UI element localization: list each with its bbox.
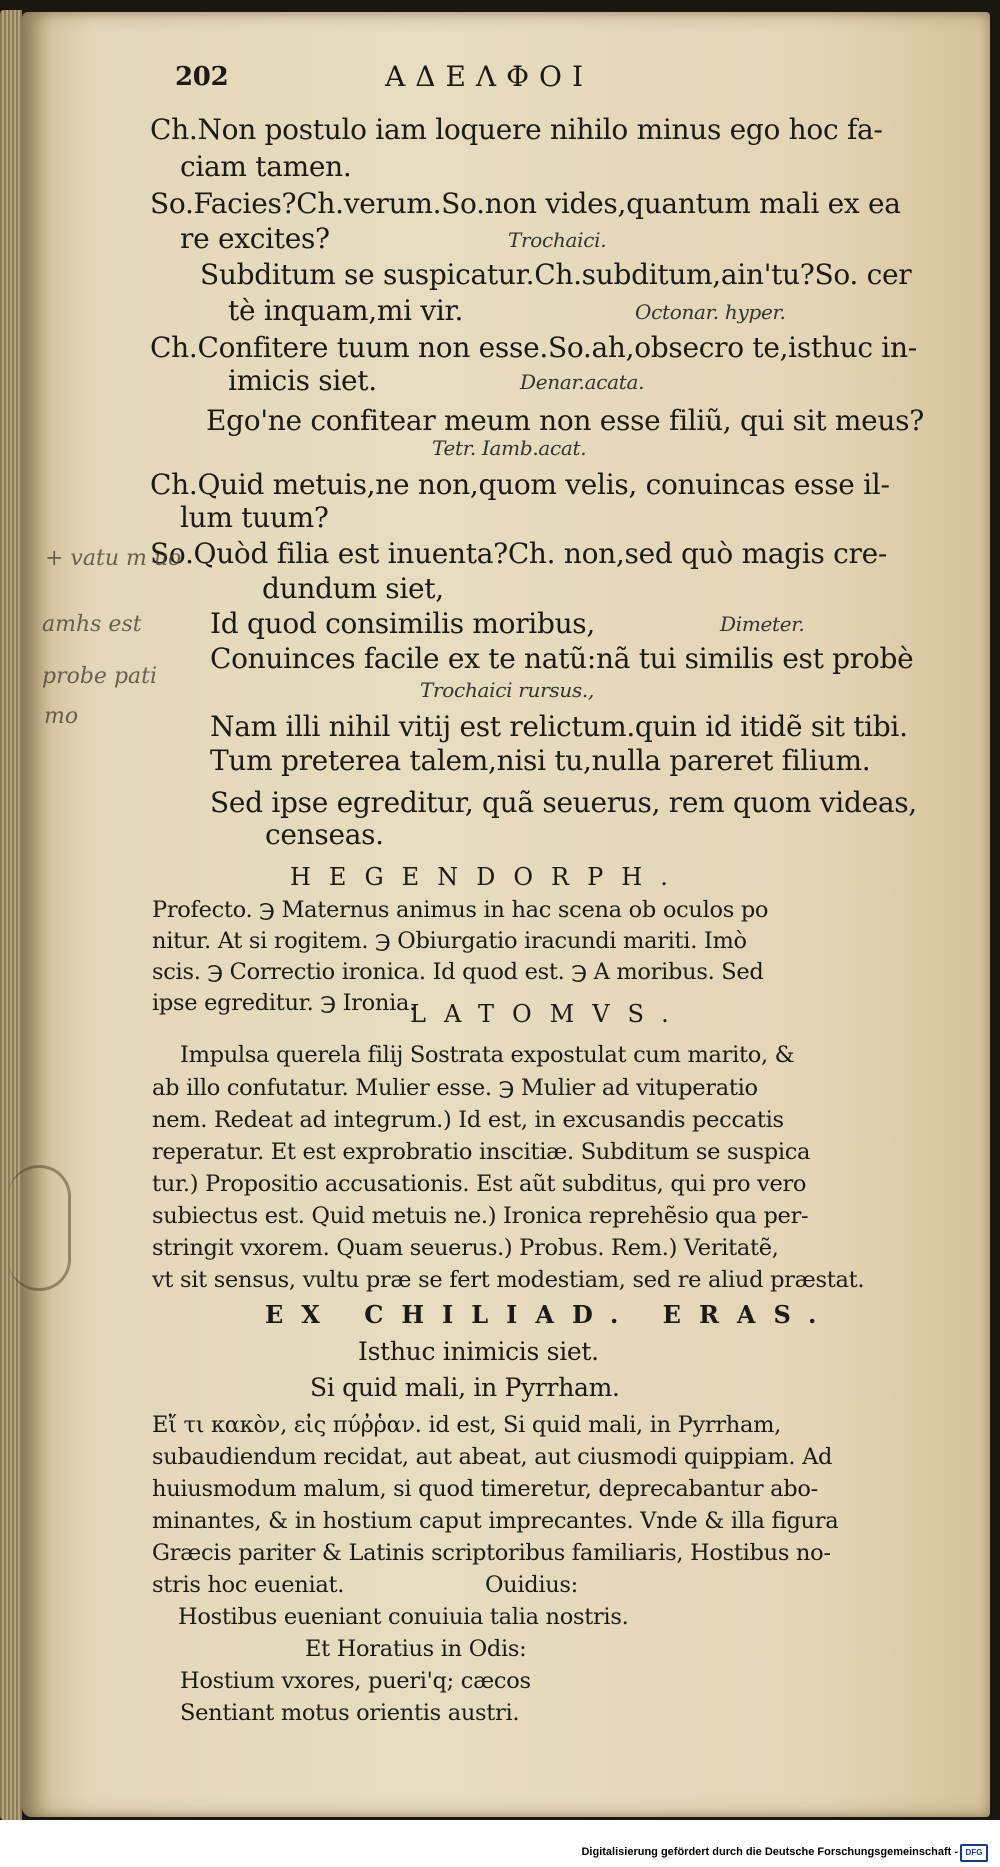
footer-bar	[0, 1820, 1000, 1867]
commentary-line: minantes, & in hostium caput imprecantes. Vnde & illa figura	[152, 1508, 839, 1534]
verse-line: Id quod consimilis moribus,	[210, 607, 595, 640]
commentary-line: reperatur. Et est exprobratio inscitiæ. Subditum se suspica	[152, 1139, 811, 1165]
commentary-line: subiectus est. Quid metuis ne.) Ironica reprehẽsio qua per-	[152, 1203, 809, 1229]
verse-line: Nam illi nihil vitij est relictum.quin id itidẽ sit tibi.	[210, 710, 908, 743]
running-title: ΑΔΕΛΦΟΙ	[385, 60, 594, 93]
verse-line: Tum preterea talem,nisi tu,nulla pareret filium.	[210, 744, 871, 777]
verse-line: Ch.Non postulo iam loquere nihilo minus ego hoc fa-	[150, 113, 883, 146]
section-heading: HEGENDORPH.	[290, 863, 686, 891]
commentary-line: tur.) Propositio accusationis. Est aũt subditus, qui pro vero	[152, 1171, 807, 1197]
commentary-line: Impulsa querela filij Sostrata expostulat cum marito, &	[180, 1042, 795, 1068]
meter-label: Dimeter.	[720, 612, 805, 636]
marginal-note: amhs est	[42, 612, 142, 637]
quotation-line: Sentiant motus orientis austri.	[180, 1700, 520, 1726]
marginal-note: mo	[44, 704, 79, 729]
commentary-line: vt sit sensus, vultu præ se fert modestiam, sed re aliud præstat.	[152, 1267, 865, 1293]
commentary-line: nitur. At si rogitem. ℈ Obiurgatio iracundi mariti. Imò	[152, 928, 747, 954]
section-heading: LATOMVS.	[410, 1000, 687, 1028]
citation-author: Et Horatius in Odis:	[305, 1636, 527, 1662]
verse-line: lum tuum?	[180, 501, 329, 534]
verse-line: Conuinces facile ex te natũ:nã tui similis est probè	[210, 642, 914, 675]
verse-line: imicis siet.	[228, 364, 377, 397]
verse-line: So.Facies?Ch.verum.So.non vides,quantum mali ex ea	[150, 187, 901, 220]
verse-line: Sed ipse egreditur, quã seuerus, rem quom videas,	[210, 786, 917, 819]
citation-author: Ouidius:	[485, 1572, 578, 1598]
commentary-line: stris hoc eueniat.	[152, 1572, 345, 1598]
meter-label: Trochaici.	[508, 228, 607, 252]
verse-line: tè inquam,mi vir.	[228, 294, 464, 327]
commentary-line: ab illo confutatur. Mulier esse. ℈ Mulier ad vituperatio	[152, 1075, 758, 1101]
adage-title: Si quid mali, in Pyrrham.	[310, 1373, 620, 1402]
verse-line: Ego'ne confitear meum non esse filiũ, qui sit meus?	[206, 404, 924, 437]
meter-label: Tetr. Iamb.acat.	[432, 436, 587, 460]
commentary-line: subaudiendum recidat, aut abeat, aut ciusmodi quippiam. Ad	[152, 1444, 833, 1470]
verse-line: Ch.Confitere tuum non esse.So.ah,obsecro te,isthuc in-	[150, 331, 917, 364]
verse-line: So.Quòd filia est inuenta?Ch. non,sed quò magis cre-	[150, 537, 888, 570]
commentary-line: Græcis pariter & Latinis scriptoribus familiaris, Hostibus no-	[152, 1540, 831, 1566]
commentary-line: stringit vxorem. Quam seuerus.) Probus. Rem.) Veritatẽ,	[152, 1235, 779, 1261]
verse-line: Subditum se suspicatur.Ch.subditum,ain'tu?So. cer	[200, 258, 912, 291]
verse-line: censeas.	[265, 818, 384, 851]
digitization-credit: Digitalisierung gefördert durch die Deutsche Forschungsgemeinschaft -	[581, 1846, 958, 1858]
commentary-line: scis. ℈ Correctio ironica. Id quod est. ℈ A moribus. Sed	[152, 959, 764, 985]
page-number: 202	[175, 62, 229, 92]
dfg-logo-icon: DFG	[960, 1844, 988, 1862]
verse-line: re excites?	[180, 222, 330, 255]
commentary-line: Profecto. ℈ Maternus animus in hac scena ob oculos po	[152, 897, 769, 923]
marginal-note: + vatu m uo	[45, 546, 182, 571]
verse-line: dundum siet,	[262, 572, 444, 605]
meter-label: Octonar. hyper.	[635, 300, 786, 324]
section-heading: EX CHILIAD. ERAS.	[265, 1300, 835, 1329]
verse-line: Ch.Quid metuis,ne non,quom velis, conuincas esse il-	[150, 468, 890, 501]
meter-label: Denar.acata.	[520, 370, 645, 394]
commentary-line: Εἴ τι κακὸν, εἰς πύῤῥαν. id est, Si quid mali, in Pyrrham,	[152, 1412, 782, 1438]
quotation-line: Hostibus eueniant conuiuia talia nostris.	[178, 1604, 629, 1630]
marginal-note: probe pati	[42, 664, 158, 689]
verse-line: ciam tamen.	[180, 150, 352, 183]
meter-label: Trochaici rursus.,	[420, 678, 595, 702]
commentary-line: nem. Redeat ad integrum.) Id est, in excusandis peccatis	[152, 1107, 784, 1133]
commentary-line: ipse egreditur. ℈ Ironia.	[152, 990, 416, 1016]
adage-title: Isthuc inimicis siet.	[358, 1337, 599, 1366]
quotation-line: Hostium vxores, pueri'q; cæcos	[180, 1668, 531, 1694]
commentary-line: huiusmodum malum, si quod timeretur, deprecabantur abo-	[152, 1476, 818, 1502]
